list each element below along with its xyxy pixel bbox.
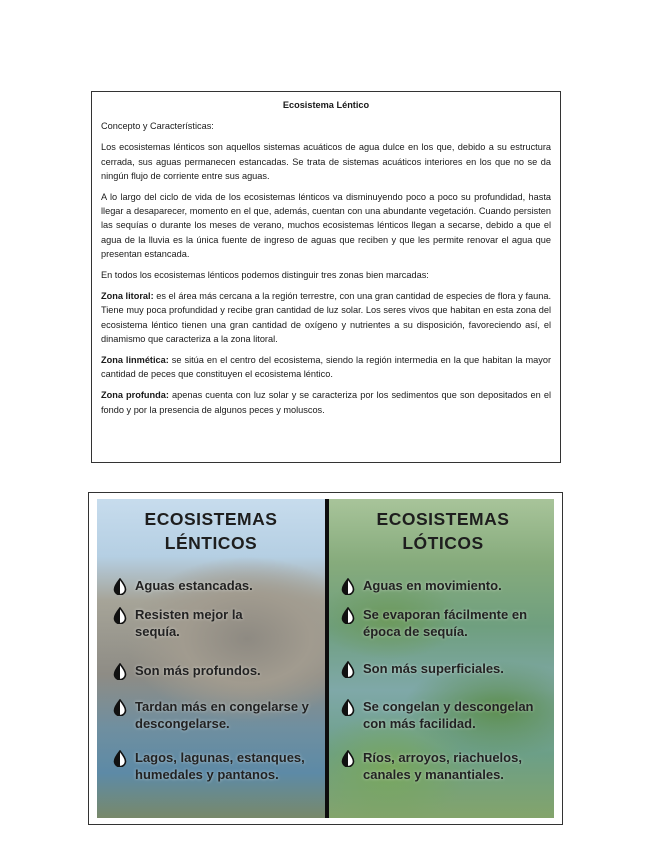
zone-text: se sitúa en el centro del ecosistema, siendo la región intermedia en la que habitan la mayor cantidad de peces que constituyen el ecosistema léntico.	[101, 355, 551, 380]
lotic-heading-line2: LÓTICOS	[402, 533, 484, 553]
paragraph-zones-intro: En todos los ecosistemas lénticos podemos distinguir tres zonas bien marcadas:	[101, 270, 429, 281]
list-item-text: Son más superficiales.	[363, 661, 504, 676]
zone-label: Zona litoral:	[101, 291, 154, 302]
infographic-image	[97, 499, 554, 818]
paragraph-life-cycle: A lo largo del ciclo de vida de los ecosistemas lénticos va disminuyendo poco a poco su profundidad, hasta llegar a desaparecer, momento en el que, además, cuentan con una abundante vegetación. Cuando persisten las sequías o durante los meses de verano, muchos ecosistemas lénticos llegan a secarse, debido a que el agua de la lluvia es la única fuente de ingreso de aguas que reciben y que les permite renovar el agua que presentan estancada.	[101, 192, 551, 259]
half-water-drop-icon	[113, 663, 127, 680]
document-text-box	[91, 91, 561, 463]
half-water-drop-icon	[341, 607, 355, 624]
lotic-panel	[329, 499, 554, 818]
list-item-text: Resisten mejor la sequía.	[135, 607, 243, 639]
half-water-drop-icon	[341, 699, 355, 716]
zone-label: Zona linmética:	[101, 355, 169, 366]
list-item-text: Tardan más en congelarse y descongelarse.	[135, 699, 309, 731]
half-water-drop-icon	[341, 750, 355, 767]
half-water-drop-icon	[113, 607, 127, 624]
half-water-drop-icon	[113, 578, 127, 595]
half-water-drop-icon	[113, 750, 127, 767]
zone-text: es el área más cercana a la región terrestre, con una gran cantidad de especies de flora y fauna. Tiene muy poca profundidad y recibe gran cantidad de luz solar. Los seres vivos que habitan en esta zona del ecosistema léntico tienen una gran cantidad de oxígeno y nutrientes a su disposición, favoreciendo así, el dinamismo que caracteriza a la zona litoral.	[101, 291, 551, 344]
list-item-text: Ríos, arroyos, riachuelos, canales y manantiales.	[363, 750, 522, 782]
list-item-text: Lagos, lagunas, estanques, humedales y pantanos.	[135, 750, 305, 782]
lotic-heading-line1: ECOSISTEMAS	[376, 509, 510, 529]
zone-text: apenas cuenta con luz solar y se caracteriza por los sedimentos que son depositados en el fondo y por la presencia de algunos peces y moluscos.	[101, 390, 551, 415]
document-title: Ecosistema Léntico	[282, 100, 370, 110]
list-item-text: Aguas estancadas.	[135, 578, 253, 593]
paragraph-zona-litoral	[101, 289, 551, 346]
list-item-text: Son más profundos.	[135, 663, 261, 678]
half-water-drop-icon	[113, 699, 127, 716]
lentic-panel	[97, 499, 325, 818]
lotic-heading	[329, 507, 554, 555]
paragraph-zona-linmetica	[101, 353, 551, 381]
document-subtitle: Concepto y Características:	[101, 121, 214, 132]
lentic-heading-line1: ECOSISTEMAS	[144, 509, 278, 529]
paragraph-definition: Los ecosistemas lénticos son aquellos sistemas acuáticos de agua dulce en los que, debido a su estructura cerrada, sus aguas permanecen estancadas. Se trata de sistemas acuáticos interiores en los que no se da ningún flujo de corriente entre sus aguas.	[101, 142, 551, 181]
half-water-drop-icon	[341, 578, 355, 595]
lentic-heading-line2: LÉNTICOS	[164, 533, 258, 553]
paragraph-zona-profunda	[101, 388, 551, 416]
list-item-text: Se congelan y descongelan con más facilidad.	[363, 699, 534, 731]
lentic-heading	[97, 507, 325, 555]
list-item-text: Aguas en movimiento.	[363, 578, 502, 593]
list-item-text: Se evaporan fácilmente en época de sequía.	[363, 607, 528, 639]
zone-label: Zona profunda:	[101, 390, 169, 401]
infographic-frame	[88, 492, 563, 825]
half-water-drop-icon	[341, 661, 355, 678]
